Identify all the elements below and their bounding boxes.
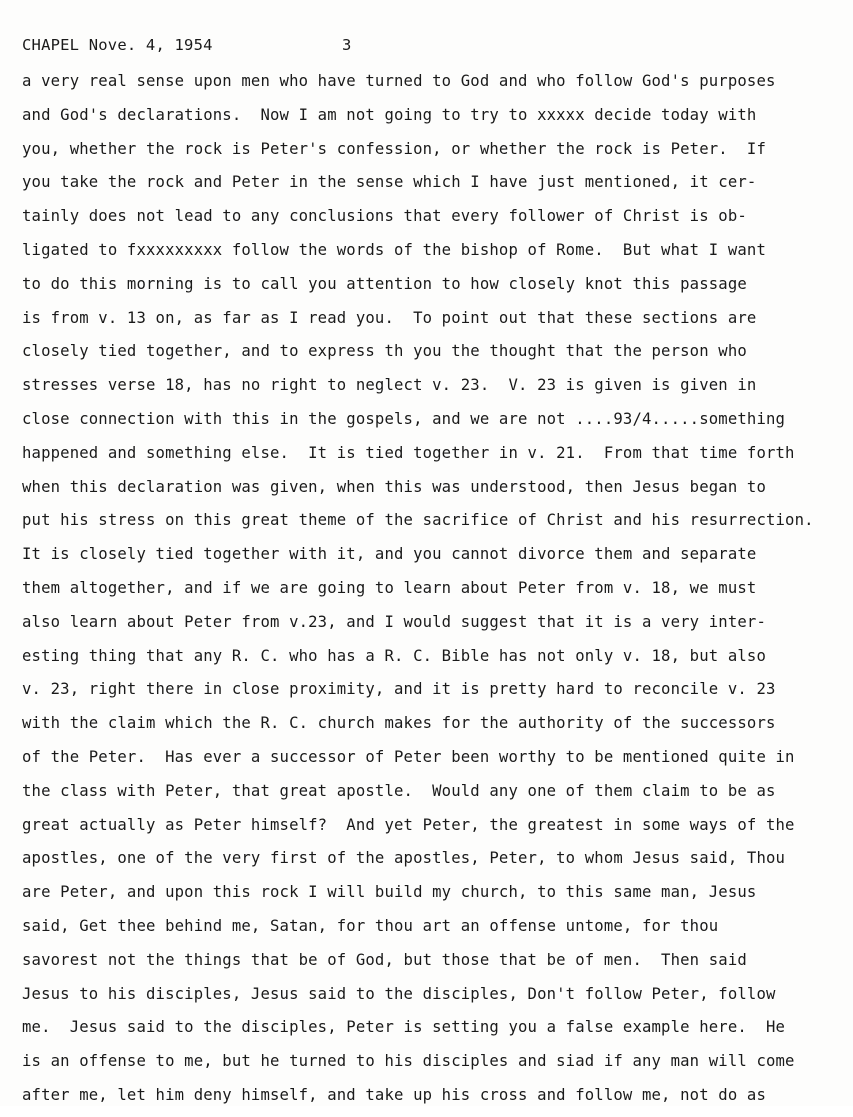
page-number: 3 (342, 36, 352, 54)
text-line: It is closely tied together with it, and you cannot divorce them and separate (22, 545, 757, 564)
header-title: CHAPEL Nove. 4, 1954 (22, 36, 213, 54)
page-header (22, 36, 352, 54)
text-line: a very real sense upon men who have turned to God and who follow God's purposes (22, 72, 776, 90)
text-line: also learn about Peter from v.23, and I would suggest that it is a very inter- (22, 612, 766, 631)
text-line: put his stress on this great theme of the sacrifice of Christ and his resurrection. (22, 511, 814, 530)
text-line: the class with Peter, that great apostle. Would any one of them claim to be as (22, 781, 776, 800)
text-line: ligated to fxxxxxxxxx follow the words of the bishop of Rome. But what I want (22, 240, 766, 259)
text-line: stresses verse 18, has no right to neglect v. 23. V. 23 is given is given in (22, 376, 757, 395)
text-line: closely tied together, and to express th you the thought that the person who (22, 342, 747, 361)
text-line: you take the rock and Peter in the sense which I have just mentioned, it cer- (22, 173, 757, 192)
text-line: said, Get thee behind me, Satan, for thou art an offense untome, for thou (22, 916, 719, 935)
text-line: happened and something else. It is tied together in v. 21. From that time forth (22, 443, 795, 462)
text-line: me. Jesus said to the disciples, Peter is setting you a false example here. He (22, 1018, 786, 1037)
text-line: Jesus to his disciples, Jesus said to the disciples, Don't follow Peter, follow (22, 984, 776, 1003)
text-line: with the claim which the R. C. church makes for the authority of the successors (22, 714, 776, 733)
body-text (22, 69, 852, 1117)
text-line: after me, let him deny himself, and take up his cross and follow me, not do as (22, 1085, 766, 1104)
text-line: to do this morning is to call you attention to how closely knot this passage (22, 274, 747, 293)
text-line: is from v. 13 on, as far as I read you. To point out that these sections are (22, 308, 757, 327)
text-line: great actually as Peter himself? And yet Peter, the greatest in some ways of the (22, 815, 795, 834)
text-line: and God's declarations. Now I am not going to try to xxxxx decide today with (22, 105, 757, 124)
text-line: is an offense to me, but he turned to his disciples and siad if any man will come (22, 1052, 795, 1071)
text-line: apostles, one of the very first of the apostles, Peter, to whom Jesus said, Thou (22, 849, 786, 868)
text-line: of the Peter. Has ever a successor of Peter been worthy to be mentioned quite in (22, 747, 795, 766)
text-line: savorest not the things that be of God, but those that be of men. Then said (22, 950, 747, 969)
text-line: esting thing that any R. C. who has a R. C. Bible has not only v. 18, but also (22, 646, 766, 665)
text-line: tainly does not lead to any conclusions that every follower of Christ is ob- (22, 207, 747, 226)
text-line: them altogether, and if we are going to learn about Peter from v. 18, we must (22, 578, 757, 597)
text-line: v. 23, right there in close proximity, and it is pretty hard to reconcile v. 23 (22, 680, 776, 699)
text-line: when this declaration was given, when this was understood, then Jesus began to (22, 477, 766, 496)
text-line: are Peter, and upon this rock I will build my church, to this same man, Jesus (22, 883, 757, 902)
text-line: close connection with this in the gospels, and we are not ....93/4.....something (22, 409, 786, 428)
text-line: you, whether the rock is Peter's confession, or whether the rock is Peter. If (22, 139, 766, 158)
